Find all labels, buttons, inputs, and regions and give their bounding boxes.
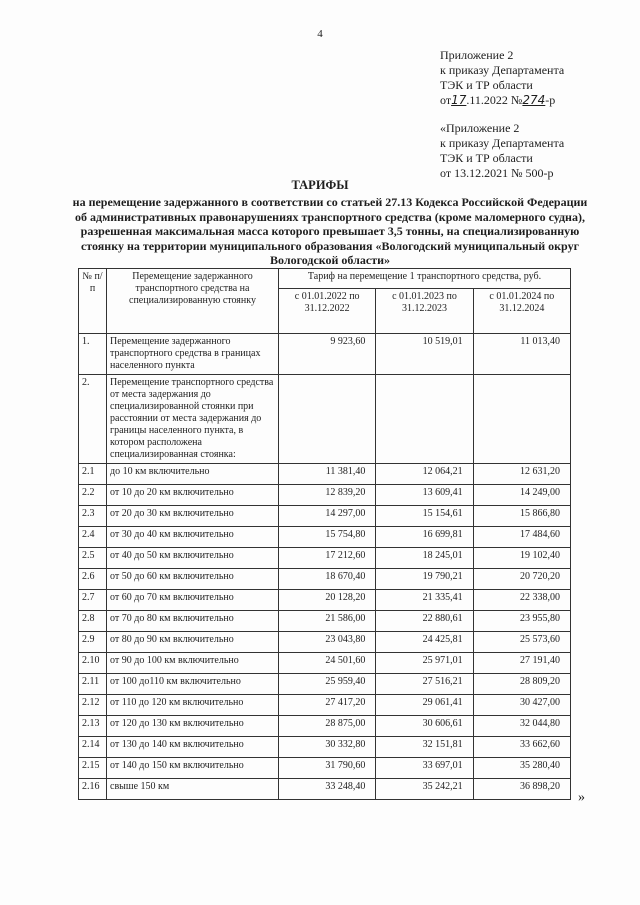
appendix-line: от 13.12.2021 № 500-р <box>440 166 554 180</box>
row-name: от 140 до 150 км включительно <box>107 758 279 779</box>
table-row <box>79 737 571 758</box>
header-period: с 01.01.2024 по 31.12.2024 <box>473 289 570 334</box>
row-value: 32 044,80 <box>473 716 570 737</box>
table-row <box>79 527 571 548</box>
row-value: 23 043,80 <box>279 632 376 653</box>
appendix-line: ТЭК и ТР области <box>440 151 533 165</box>
row-name: свыше 150 км <box>107 779 279 800</box>
row-num: 2.6 <box>79 569 107 590</box>
row-value: 15 866,80 <box>473 506 570 527</box>
row-value: 36 898,20 <box>473 779 570 800</box>
date-rest: .11.2022 № <box>466 93 523 107</box>
row-value: 11 381,40 <box>279 464 376 485</box>
row-value: 14 249,00 <box>473 485 570 506</box>
row-value: 20 128,20 <box>279 590 376 611</box>
appendix-date-line <box>440 93 564 108</box>
table-row <box>79 334 571 375</box>
row-value: 9 923,60 <box>279 334 376 375</box>
row-value: 29 061,41 <box>376 695 473 716</box>
order-suffix: -р <box>545 93 556 107</box>
appendix-header-old <box>440 121 564 181</box>
row-value-empty <box>376 375 473 464</box>
row-name: от 130 до 140 км включительно <box>107 737 279 758</box>
tariff-table <box>78 268 571 800</box>
table-row <box>79 632 571 653</box>
appendix-line: к приказу Департамента <box>440 63 565 77</box>
document-subtitle: на перемещение задержанного в соответствии со статьей 27.13 Кодекса Российской Федерации об административных правонарушениях транспортного средства (кроме маломерного судна), разрешенная максимальная масса которого превышает 3,5 тонны, на специализированную стоянку на территории муниципального образования «Вологодский муниципальный округ Вологодской области» <box>72 195 588 267</box>
table-row <box>79 506 571 527</box>
row-name: от 30 до 40 км включительно <box>107 527 279 548</box>
row-value: 30 606,61 <box>376 716 473 737</box>
row-num: 2.2 <box>79 485 107 506</box>
row-name: от 10 до 20 км включительно <box>107 485 279 506</box>
row-value: 23 955,80 <box>473 611 570 632</box>
row-value: 11 013,40 <box>473 334 570 375</box>
row-value: 27 417,20 <box>279 695 376 716</box>
table-row <box>79 590 571 611</box>
row-value-empty <box>473 375 570 464</box>
handwritten-day: 17 <box>451 93 467 107</box>
appendix-line: к приказу Департамента <box>440 136 565 150</box>
row-value: 32 151,81 <box>376 737 473 758</box>
table-row <box>79 548 571 569</box>
appendix-line: «Приложение 2 <box>440 121 520 135</box>
row-name: от 110 до 120 км включительно <box>107 695 279 716</box>
row-value: 19 790,21 <box>376 569 473 590</box>
row-num: 1. <box>79 334 107 375</box>
row-name: от 80 до 90 км включительно <box>107 632 279 653</box>
row-value: 33 697,01 <box>376 758 473 779</box>
row-value: 17 484,60 <box>473 527 570 548</box>
closing-quote: » <box>578 790 585 805</box>
row-value: 24 501,60 <box>279 653 376 674</box>
row-value: 24 425,81 <box>376 632 473 653</box>
row-name: от 120 до 130 км включительно <box>107 716 279 737</box>
table-row <box>79 674 571 695</box>
row-value: 25 959,40 <box>279 674 376 695</box>
row-value: 12 839,20 <box>279 485 376 506</box>
table-row <box>79 716 571 737</box>
row-value: 20 720,20 <box>473 569 570 590</box>
row-value: 33 662,60 <box>473 737 570 758</box>
row-value: 30 427,00 <box>473 695 570 716</box>
row-value: 31 790,60 <box>279 758 376 779</box>
row-value: 30 332,80 <box>279 737 376 758</box>
table-row <box>79 779 571 800</box>
table-header-row <box>79 269 571 289</box>
table-row <box>79 569 571 590</box>
row-name: Перемещение транспортного средства от места задержания до специализированной стоянки при расстоянии от места задержания до границы населенного пункта, в котором расположена специализированная стоянка: <box>107 375 279 464</box>
row-num: 2.14 <box>79 737 107 758</box>
row-name: от 40 до 50 км включительно <box>107 548 279 569</box>
table-row <box>79 611 571 632</box>
row-value: 12 631,20 <box>473 464 570 485</box>
row-value: 25 573,60 <box>473 632 570 653</box>
row-name: от 50 до 60 км включительно <box>107 569 279 590</box>
row-num: 2.10 <box>79 653 107 674</box>
row-num: 2.8 <box>79 611 107 632</box>
row-value: 27 516,21 <box>376 674 473 695</box>
row-num: 2.9 <box>79 632 107 653</box>
row-name: от 70 до 80 км включительно <box>107 611 279 632</box>
row-value: 17 212,60 <box>279 548 376 569</box>
row-num: 2.1 <box>79 464 107 485</box>
row-num: 2.3 <box>79 506 107 527</box>
row-value: 28 875,00 <box>279 716 376 737</box>
row-num: 2.5 <box>79 548 107 569</box>
row-num: 2.12 <box>79 695 107 716</box>
row-value: 10 519,01 <box>376 334 473 375</box>
row-num: 2.15 <box>79 758 107 779</box>
table-row <box>79 653 571 674</box>
row-name: до 10 км включительно <box>107 464 279 485</box>
row-num: 2.7 <box>79 590 107 611</box>
row-name: от 60 до 70 км включительно <box>107 590 279 611</box>
page-number: 4 <box>317 28 323 40</box>
row-value: 21 586,00 <box>279 611 376 632</box>
row-num: 2.16 <box>79 779 107 800</box>
header-name: Перемещение задержанного транспортного средства на специализированную стоянку <box>107 269 279 334</box>
header-period: с 01.01.2023 по 31.12.2023 <box>376 289 473 334</box>
header-tariff: Тариф на перемещение 1 транспортного средства, руб. <box>279 269 571 289</box>
row-num: 2.4 <box>79 527 107 548</box>
row-num: 2.13 <box>79 716 107 737</box>
row-value: 19 102,40 <box>473 548 570 569</box>
row-name: от 90 до 100 км включительно <box>107 653 279 674</box>
row-value: 22 338,00 <box>473 590 570 611</box>
handwritten-order-number: 274 <box>522 93 546 107</box>
header-period: с 01.01.2022 по 31.12.2022 <box>279 289 376 334</box>
row-value: 14 297,00 <box>279 506 376 527</box>
row-value: 12 064,21 <box>376 464 473 485</box>
row-value: 27 191,40 <box>473 653 570 674</box>
row-value: 28 809,20 <box>473 674 570 695</box>
appendix-line: ТЭК и ТР области <box>440 78 533 92</box>
row-value: 15 754,80 <box>279 527 376 548</box>
table-row <box>79 464 571 485</box>
row-value: 13 609,41 <box>376 485 473 506</box>
table-row <box>79 695 571 716</box>
row-value: 22 880,61 <box>376 611 473 632</box>
document-title: ТАРИФЫ <box>291 178 349 192</box>
row-name: от 20 до 30 км включительно <box>107 506 279 527</box>
table-row <box>79 375 571 464</box>
row-value: 21 335,41 <box>376 590 473 611</box>
appendix-header-new <box>440 48 564 108</box>
row-value: 15 154,61 <box>376 506 473 527</box>
row-name: Перемещение задержанного транспортного средства в границах населенного пункта <box>107 334 279 375</box>
header-num: № п/п <box>79 269 107 334</box>
row-value: 33 248,40 <box>279 779 376 800</box>
row-num: 2.11 <box>79 674 107 695</box>
date-prefix: от <box>440 93 452 107</box>
row-num: 2. <box>79 375 107 464</box>
table-row <box>79 485 571 506</box>
table-row <box>79 758 571 779</box>
row-name: от 100 до110 км включительно <box>107 674 279 695</box>
row-value: 35 242,21 <box>376 779 473 800</box>
row-value: 18 670,40 <box>279 569 376 590</box>
row-value: 18 245,01 <box>376 548 473 569</box>
row-value: 16 699,81 <box>376 527 473 548</box>
row-value: 25 971,01 <box>376 653 473 674</box>
appendix-line: Приложение 2 <box>440 48 514 62</box>
row-value-empty <box>279 375 376 464</box>
row-value: 35 280,40 <box>473 758 570 779</box>
